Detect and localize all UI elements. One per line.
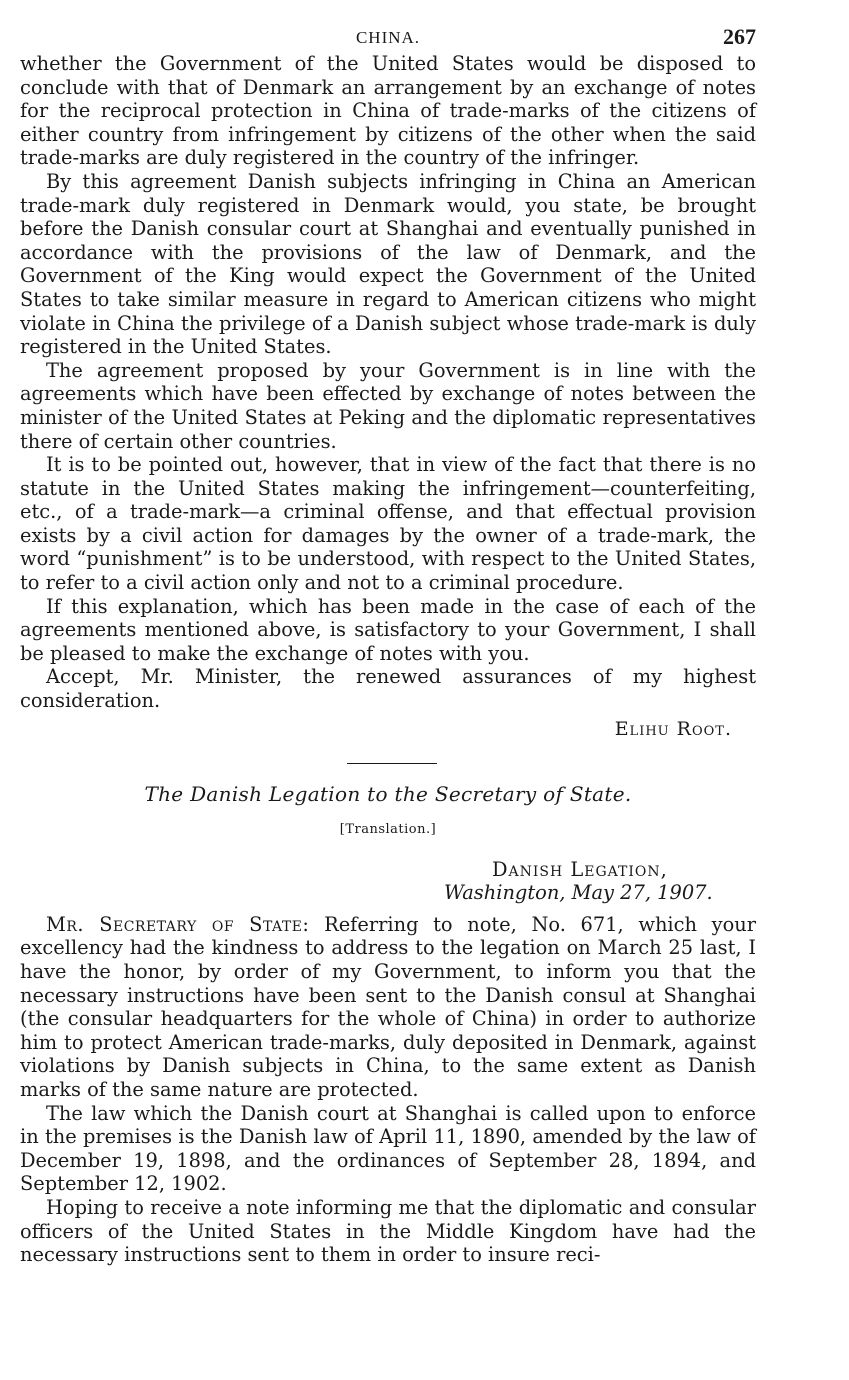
- salutation: Mr. Secretary of State:: [46, 912, 310, 936]
- place-date: Washington, May 27, 1907.: [444, 881, 713, 905]
- paragraph-referring-text: Referring to note, No. 671, which your excellency had the kindness to address to the legation on March 25 last, I have the honor, by order of my Government, to inform you that the necessary instructions have been sent to the Danish consul at Shanghai (the consular headquarters for the whole of China) in order to authorize him to protect American trade-marks, duly deposited in Denmark, against violations by Danish subjects in China, to the same extent as Danish marks of the same nature are protected.: [20, 912, 757, 1101]
- paragraph-explanation: If this explanation, which has been made in the case of each of the agreements mentioned above, is satisfactory to your Government, I shall be pleased to make the exchange of notes with you.: [20, 594, 756, 665]
- paragraph-agreement-line: The agreement proposed by your Government is in line with the agreements which have been effected by exchange of notes between the minister of the United States at Peking and the diplomatic representatives there of certain other countries.: [20, 358, 756, 453]
- document-page: [20, 24, 756, 1267]
- paragraph-continuation: whether the Government of the United States would be disposed to conclude with that of Denmark an arrangement by an exchange of notes for the reciprocal protection in China of trade-marks of the citizens of either country from infringement by citizens of the other when the said trade-marks are duly registered in the country of the infringer.: [20, 52, 756, 170]
- letter-heading: The Danish Legation to the Secretary of State.: [144, 781, 632, 806]
- page-number: 267: [723, 24, 756, 49]
- paragraph-closing: Accept, Mr. Minister, the renewed assurances of my highest consideration.: [20, 665, 756, 713]
- paragraph-referring: [20, 913, 756, 1102]
- section-divider: [347, 763, 437, 764]
- sender-name: Danish Legation,: [492, 857, 668, 881]
- letter-legation-body: [20, 913, 756, 1267]
- running-header: [20, 24, 756, 52]
- paragraph-agreement-terms: By this agreement Danish subjects infringing in China an American trade-mark duly registered in Denmark would, you state, be brought before the Danish consular court at Shanghai and eventually punished in accordance with the provisions of the law of Denmark, and the Government of the King would expect the Government of the United States to take similar measure in regard to American citizens who might violate in China the privilege of a Danish subject whose trade-mark is duly registered in the United States.: [20, 169, 756, 359]
- running-title: CHINA.: [355, 28, 421, 47]
- paragraph-hoping: Hoping to receive a note informing me that the diplomatic and consular officers of the United States in the Middle Kingdom have had the necessary instructions sent to them in order to insure reci-: [20, 1195, 756, 1267]
- paragraph-danish-law: The law which the Danish court at Shanghai is called upon to enforce in the premises is the Danish law of April 11, 1890, amended by the law of December 19, 1898, and the ordinances of September 28, 1894, and September 12, 1902.: [20, 1101, 756, 1196]
- translation-note: [Translation.]: [339, 821, 437, 837]
- paragraph-punishment-clarification: It is to be pointed out, however, that in view of the fact that there is no statute in the United States making the infringement—counterfeiting, etc., of a trade-mark—a criminal offense, and that effectual provision exists by a civil action for damages by the owner of a trade-mark, the word “punishment” is to be understood, with respect to the United States, to refer to a civil action only and not to a criminal procedure.: [20, 453, 756, 595]
- letter-root-body: [20, 52, 756, 713]
- sender-address: [20, 858, 756, 905]
- signature-root: Elihu Root.: [614, 717, 732, 740]
